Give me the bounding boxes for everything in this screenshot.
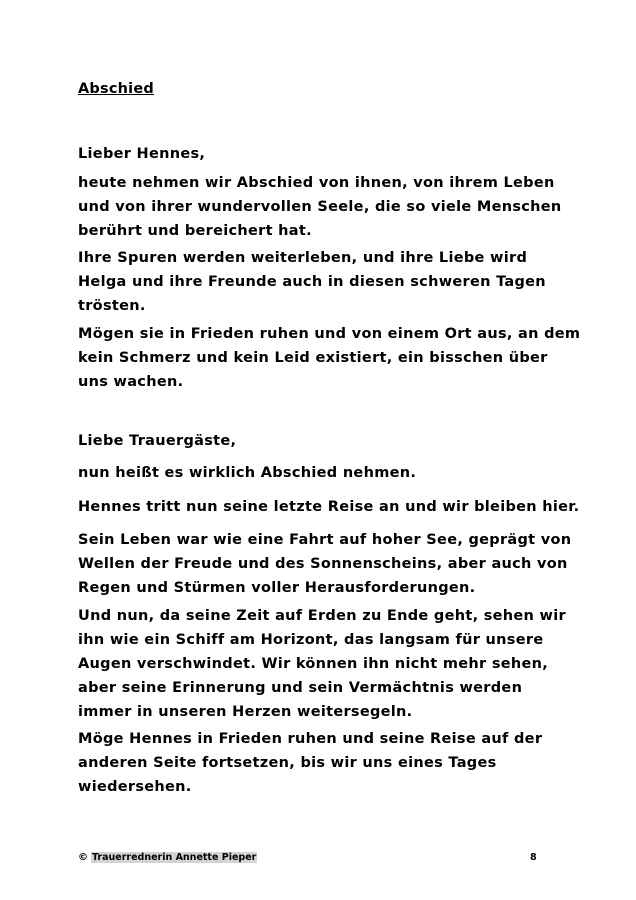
text-line: berührt und bereichert hat. <box>78 223 312 239</box>
paragraph-7 <box>78 604 568 724</box>
text-line: wiedersehen. <box>78 779 192 795</box>
paragraph-4 <box>78 461 568 485</box>
text-line: trösten. <box>78 298 146 314</box>
text-line: anderen Seite fortsetzen, bis wir uns eines Tages <box>78 755 497 771</box>
text-line: Sein Leben war wie eine Fahrt auf hoher See, geprägt von <box>78 532 572 548</box>
text-line: Liebe Trauergäste, <box>78 433 237 449</box>
document-title: Abschied <box>78 81 154 97</box>
text-line: nun heißt es wirklich Abschied nehmen. <box>78 465 417 481</box>
text-line: Ihre Spuren werden weiterleben, und ihre Liebe wird <box>78 250 528 266</box>
text-line: und von ihrer wundervollen Seele, die so viele Menschen <box>78 199 562 215</box>
paragraph-6 <box>78 528 572 600</box>
text-line: Helga und ihre Freunde auch in diesen schweren Tagen <box>78 274 546 290</box>
text-line: immer in unseren Herzen weitersegeln. <box>78 704 413 720</box>
text-line: Regen und Stürmen voller Herausforderungen. <box>78 580 476 596</box>
paragraph-3 <box>78 322 581 394</box>
text-line: Lieber Hennes, <box>78 146 206 162</box>
text-line: ihn wie ein Schiff am Horizont, das langsam für unsere <box>78 632 544 648</box>
greeting-trauergaeste <box>78 429 568 453</box>
greeting-hennes <box>78 142 568 166</box>
text-line: kein Schmerz und kein Leid existiert, ein bisschen über <box>78 350 548 366</box>
paragraph-1 <box>78 171 568 243</box>
text-line: uns wachen. <box>78 374 184 390</box>
paragraph-2 <box>78 246 568 318</box>
footer-author: Trauerrednerin Annette Pieper <box>92 852 257 863</box>
text-line: Wellen der Freude und des Sonnenscheins, aber auch von <box>78 556 568 572</box>
text-line: Hennes tritt nun seine letzte Reise an und wir bleiben hier. <box>78 499 580 515</box>
text-line: Möge Hennes in Frieden ruhen und seine Reise auf der <box>78 731 543 747</box>
footer-copyright <box>78 851 257 865</box>
page-number: 8 <box>530 852 537 863</box>
text-line: heute nehmen wir Abschied von ihnen, von ihrem Leben <box>78 175 555 191</box>
copyright-symbol: © <box>78 852 88 863</box>
paragraph-5 <box>78 495 580 519</box>
text-line: Mögen sie in Frieden ruhen und von einem Ort aus, an dem <box>78 326 581 342</box>
text-line: aber seine Erinnerung und sein Vermächtnis werden <box>78 680 523 696</box>
text-line: Augen verschwindet. Wir können ihn nicht mehr sehen, <box>78 656 549 672</box>
paragraph-8 <box>78 727 568 799</box>
text-line: Und nun, da seine Zeit auf Erden zu Ende geht, sehen wir <box>78 608 566 624</box>
